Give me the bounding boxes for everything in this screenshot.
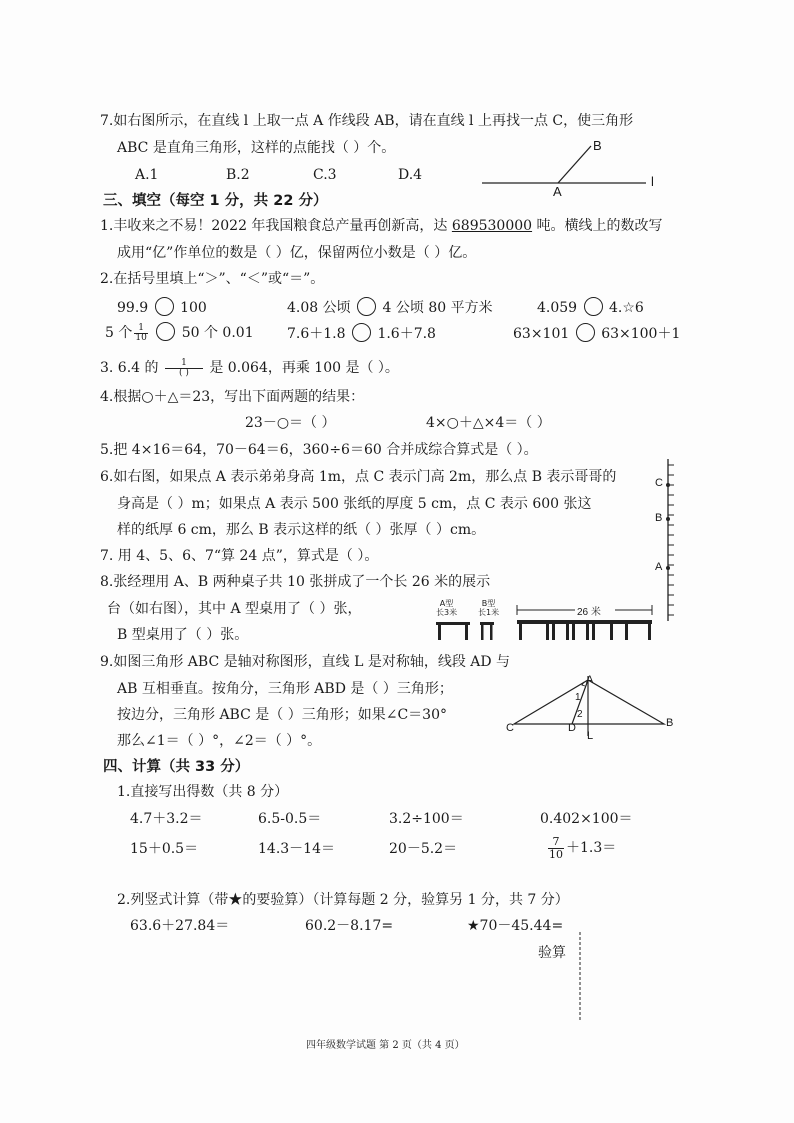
cmp-right: 4.☆6: [609, 300, 644, 316]
platform-top: [517, 620, 652, 624]
segment-ab: [558, 146, 591, 183]
s3-q8-line3: B 型桌用了（ ）张。: [117, 627, 249, 643]
s3-q2-r2-c2: [287, 323, 436, 344]
point-c: [666, 483, 670, 487]
s3-q2-r1-c2: [287, 297, 493, 318]
table-a-top: [436, 622, 470, 625]
cmp-right: 1.6＋7.8: [377, 326, 436, 342]
q9-label-b: B: [666, 717, 674, 729]
tag-a-type: A型: [439, 599, 454, 608]
q7-label-l: l: [651, 174, 654, 189]
calc-item: 6.5-0.5＝: [258, 811, 322, 827]
calc-item: 4.7＋3.2＝: [130, 811, 203, 827]
s3-q8-line2: 台（如右图），其中 A 型桌用了（ ）张，: [107, 601, 362, 617]
cmp-left: 4.08 公顷: [287, 300, 351, 316]
s3-q6-line1: 6.如右图，如果点 A 表示弟弟身高 1m，点 C 表示门高 2m，那么点 B 表示哥哥的: [100, 469, 617, 485]
q7-option-b[interactable]: B.2: [226, 167, 250, 183]
check-label: 验算: [538, 945, 566, 961]
q7-option-c[interactable]: C.3: [313, 167, 337, 183]
cmp-left: 63×101: [513, 326, 570, 342]
q7-label-a: A: [553, 184, 562, 199]
vertical-calc-item: 60.2－8.17=: [305, 918, 394, 934]
s3-q9-line3: 按边分，三角形 ABC 是（ ）三角形；如果∠C＝30°: [117, 707, 447, 723]
calc-item: 20－5.2＝: [389, 841, 458, 857]
q9-label-d: D: [568, 722, 576, 734]
compare-circle[interactable]: [357, 297, 376, 316]
s3-q2-r2-c1: [105, 322, 254, 343]
q8-tables-figure: [430, 600, 660, 642]
s3-q9-line1: 9.如图三角形 ABC 是轴对称图形，直线 L 是对称轴，线段 AD 与: [100, 654, 511, 670]
q7-line2: ABC 是直角三角形，这样的点能找（ ）个。: [117, 140, 396, 156]
q7-label-b: B: [593, 138, 602, 153]
calc-item-fraction: [546, 833, 616, 863]
table-b-top: [480, 622, 494, 625]
compare-circle[interactable]: [352, 323, 371, 342]
s3-q5: 5.把 4×16＝64，70－64＝6，360÷6＝60 合并成综合算式是（ ）。: [100, 442, 538, 458]
s4-p2-title: 2.列竖式计算（带★的要验算）（计算每题 2 分，验算另 1 分，共 7 分）: [117, 892, 569, 908]
s3-q9-line4: 那么∠1＝（ ）°，∠2＝（ ）°。: [117, 733, 322, 749]
calc-item: 14.3－14＝: [258, 841, 335, 857]
cmp-right: 4 公顷 80 平方米: [382, 300, 493, 316]
section3-title: 三、填空（每空 1 分，共 22 分）: [103, 193, 328, 209]
s3-q8-line1: 8.张经理用 A、B 两种桌子共 10 张拼成了一个长 26 米的展示: [100, 574, 491, 590]
triangle-abc: [514, 680, 664, 724]
fraction: $\frac{1}{( )}$: [165, 359, 203, 378]
compare-circle[interactable]: [155, 297, 174, 316]
calc-item: 0.402×100＝: [540, 811, 633, 827]
tag-b-type: B型: [481, 599, 496, 608]
vertical-calc-item: ★70－45.44=: [467, 918, 564, 934]
s3-q7: 7. 用 4、5、6、7“算 24 点”，算式是（ ）。: [100, 548, 379, 564]
s3-q1-line1: [100, 216, 663, 236]
q8-length-label: 26 米: [577, 607, 601, 618]
q9-label-l: L: [587, 730, 594, 742]
s3-q6-line2: 身高是（ ）m；如果点 A 表示 500 张纸的厚度 5 cm，点 C 表示 600 张这: [117, 496, 592, 512]
tag-a-length: 长3米: [436, 608, 458, 617]
s3-q2-title: 2.在括号里填上“＞”、“＜”或“＝”。: [100, 271, 325, 287]
check-divider: [575, 930, 585, 1025]
q9-angle-1: 1: [575, 692, 581, 703]
section4-title: 四、计算（共 33 分）: [103, 759, 250, 775]
q7-line-figure: [478, 136, 668, 196]
fraction: $\frac{1}{10}$: [135, 322, 147, 343]
s3-q1-line2: 成用“亿”作单位的数是（ ）亿，保留两位小数是（ ）亿。: [117, 245, 477, 261]
compare-circle[interactable]: [576, 323, 595, 342]
s3-q2-r1-c1: [117, 297, 207, 318]
calc-item: 3.2÷100＝: [389, 811, 464, 827]
q7-line1: 7.如右图所示，在直线 l 上取一点 A 作线段 AB，请在直线 l 上再找一点 C，使三角形: [100, 113, 634, 129]
tag-b-length: 长1米: [478, 608, 500, 617]
s3-q6-line3: 样的纸厚 6 cm，那么 B 表示这样的纸（ ）张厚（ ）cm。: [117, 522, 486, 538]
q9-label-a: A: [586, 674, 594, 686]
s3-q4-b: 4×○＋△×4＝（ ）: [426, 415, 551, 431]
calc-item: 15＋0.5＝: [130, 841, 199, 857]
q6-label-a: A: [655, 561, 663, 573]
s3-q1-post: 吨。横线上的数改写: [532, 218, 663, 234]
fraction: $\frac{7}{10}$: [549, 834, 563, 861]
s3-q1-pre: 1.丰收来之不易！2022 年我国粮食总产量再创新高，达: [100, 218, 452, 234]
calc-fraction-post: ＋1.3＝: [566, 840, 617, 856]
q9-label-c: C: [506, 722, 514, 734]
cmp-right: 63×100＋1: [601, 326, 681, 342]
s3-q1-number: 689530000: [451, 218, 533, 234]
point-b: [666, 517, 670, 521]
point-a: [666, 566, 670, 570]
vertical-calc-item: 63.6＋27.84＝: [130, 918, 230, 934]
page-footer: 四年级数学试题 第 2 页（共 4 页）: [306, 1040, 465, 1051]
s3-q3: [100, 358, 399, 378]
s3-q4-line1: 4.根据○＋△＝23，写出下面两题的结果：: [100, 389, 365, 405]
compare-circle[interactable]: [584, 297, 603, 316]
s3-q4-a: 23－○＝（ ）: [245, 415, 336, 431]
cmp-left: 4.059: [537, 300, 578, 316]
q9-angle-2: 2: [577, 709, 583, 720]
cmp-left: 99.9: [117, 300, 149, 316]
s3-q2-r2-c3: [513, 323, 680, 344]
compare-circle[interactable]: [156, 322, 175, 341]
q6-label-b: B: [655, 512, 663, 524]
cmp-left: 5 个: [105, 325, 133, 341]
cmp-right: 50 个 0.01: [181, 325, 254, 341]
s3-q2-r1-c3: [537, 297, 644, 318]
q7-option-a[interactable]: A.1: [135, 167, 159, 183]
q7-option-d[interactable]: D.4: [398, 167, 423, 183]
cmp-left: 7.6＋1.8: [287, 326, 346, 342]
s3-q9-line2: AB 互相垂直。按角分，三角形 ABD 是（ ）三角形；: [117, 681, 453, 697]
cmp-right: 100: [180, 300, 207, 316]
s3-q3-pre: 3. 6.4 的: [100, 360, 159, 376]
s3-q3-post: 是 0.064，再乘 100 是（ ）。: [209, 360, 399, 376]
q6-label-c: C: [655, 477, 663, 489]
s4-p1-title: 1.直接写出得数（共 8 分）: [117, 784, 289, 800]
